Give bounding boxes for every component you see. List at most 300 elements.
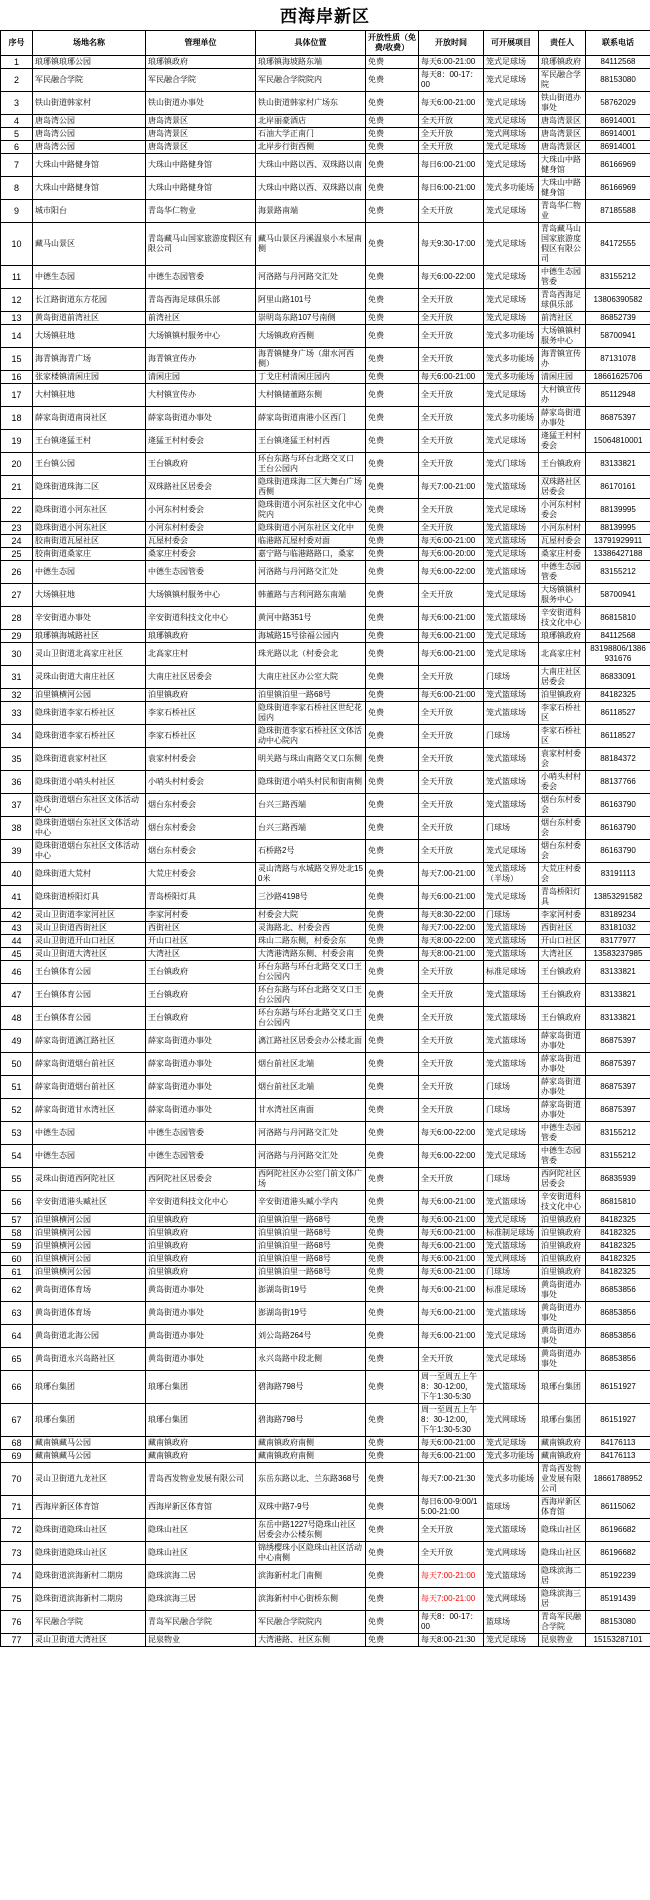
cell-venue-name: 藏马山景区 xyxy=(33,223,146,266)
cell-management-unit: 李家石桥社区 xyxy=(146,702,256,725)
cell-responsible-person: 唐岛湾景区 xyxy=(539,141,586,154)
cell-venue-name: 城市阳台 xyxy=(33,200,146,223)
cell-open-time: 全天开放 xyxy=(419,384,484,407)
cell-phone: 13386427188 xyxy=(586,548,650,561)
cell-location: 烟台前社区北端 xyxy=(256,1076,366,1099)
cell-responsible-person: 中德生态园管委 xyxy=(539,1145,586,1168)
cell-fee-type: 免费 xyxy=(366,177,419,200)
cell-phone: 85191439 xyxy=(586,1588,650,1611)
cell-management-unit: 王台镇政府 xyxy=(146,984,256,1007)
cell-open-time: 全天开放 xyxy=(419,522,484,535)
cell-venue-name: 隐珠街道李家石桥社区 xyxy=(33,725,146,748)
cell-location: 薛家岛街道南港小区西门 xyxy=(256,407,366,430)
cell-venue-name: 辛安街道港头臧社区 xyxy=(33,1191,146,1214)
cell-serial-number: 57 xyxy=(1,1214,33,1227)
cell-phone: 58700941 xyxy=(586,325,650,348)
cell-open-time: 每天6:00-21:00 xyxy=(419,643,484,666)
cell-location: 海景路南端 xyxy=(256,200,366,223)
cell-venue-name: 灵山卫街道李家河社区 xyxy=(33,909,146,922)
cell-management-unit: 桑家庄村委会 xyxy=(146,548,256,561)
table-row xyxy=(1,453,650,476)
cell-fee-type: 免费 xyxy=(366,863,419,886)
cell-management-unit: 青岛藏马山国家旅游度假区有限公司 xyxy=(146,223,256,266)
cell-management-unit: 铁山街道办事处 xyxy=(146,92,256,115)
cell-phone: 58700941 xyxy=(586,584,650,607)
cell-open-time: 每天6:00-20:00 xyxy=(419,548,484,561)
cell-phone: 88137766 xyxy=(586,771,650,794)
cell-location: 环台东路与环台北路交叉口 王台公园内 xyxy=(256,453,366,476)
cell-venue-name: 隐珠街道小哨头村社区 xyxy=(33,771,146,794)
cell-location: 珠光路以北（村委会北 xyxy=(256,643,366,666)
cell-sport-items: 笼式篮球场 xyxy=(484,1030,539,1053)
cell-phone: 18661788952 xyxy=(586,1463,650,1496)
cell-fee-type: 免费 xyxy=(366,909,419,922)
cell-location: 军民融合学院院内 xyxy=(256,1611,366,1634)
cell-open-time: 全天开放 xyxy=(419,499,484,522)
cell-fee-type: 免费 xyxy=(366,1437,419,1450)
table-row xyxy=(1,115,650,128)
cell-sport-items: 笼式多功能场 xyxy=(484,177,539,200)
cell-open-time: 每天6:00-21:00 xyxy=(419,92,484,115)
cell-responsible-person: 李家石桥社区 xyxy=(539,702,586,725)
cell-sport-items: 笼式足球场 xyxy=(484,266,539,289)
cell-venue-name: 西海岸新区体育馆 xyxy=(33,1496,146,1519)
table-row xyxy=(1,1519,650,1542)
cell-open-time: 全天开放 xyxy=(419,748,484,771)
cell-serial-number: 26 xyxy=(1,561,33,584)
cell-venue-name: 灵珠山街道大南庄社区 xyxy=(33,666,146,689)
cell-location: 双珠中路7-9号 xyxy=(256,1496,366,1519)
cell-phone: 86875397 xyxy=(586,1076,650,1099)
cell-management-unit: 大村镇宣传办 xyxy=(146,384,256,407)
cell-open-time: 全天开放 xyxy=(419,584,484,607)
cell-venue-name: 大珠山中路健身馆 xyxy=(33,177,146,200)
cell-venue-name: 隐珠街道烟台东社区文体活动中心 xyxy=(33,817,146,840)
cell-serial-number: 75 xyxy=(1,1588,33,1611)
cell-management-unit: 西阿陀社区居委会 xyxy=(146,1168,256,1191)
cell-responsible-person: 薛家岛街道办事处 xyxy=(539,1076,586,1099)
cell-fee-type: 免费 xyxy=(366,1404,419,1437)
cell-sport-items: 笼式篮球场 xyxy=(484,1240,539,1253)
cell-serial-number: 31 xyxy=(1,666,33,689)
cell-responsible-person: 黄岛街道办事处 xyxy=(539,1325,586,1348)
cell-location: 崇明岛东路107号南侧 xyxy=(256,312,366,325)
cell-responsible-person: 开山口社区 xyxy=(539,935,586,948)
cell-open-time: 每天6:00-21:00 xyxy=(419,1214,484,1227)
cell-responsible-person: 瓦屋村委会 xyxy=(539,535,586,548)
cell-serial-number: 49 xyxy=(1,1030,33,1053)
cell-fee-type: 免费 xyxy=(366,1266,419,1279)
cell-responsible-person: 青岛华仁物业 xyxy=(539,200,586,223)
cell-fee-type: 免费 xyxy=(366,702,419,725)
cell-fee-type: 免费 xyxy=(366,407,419,430)
cell-responsible-person: 昆泉物业 xyxy=(539,1634,586,1647)
table-row xyxy=(1,1496,650,1519)
table-row xyxy=(1,748,650,771)
cell-responsible-person: 清闲庄园 xyxy=(539,371,586,384)
cell-serial-number: 19 xyxy=(1,430,33,453)
table-row xyxy=(1,1565,650,1588)
cell-responsible-person: 桑家庄村委 xyxy=(539,548,586,561)
cell-serial-number: 35 xyxy=(1,748,33,771)
cell-sport-items: 门球场 xyxy=(484,1076,539,1099)
cell-sport-items: 笼式足球场 xyxy=(484,115,539,128)
cell-phone: 13853291582 xyxy=(586,886,650,909)
cell-open-time: 全天开放 xyxy=(419,1542,484,1565)
cell-responsible-person: 大村镇宣传办 xyxy=(539,384,586,407)
cell-phone: 86815810 xyxy=(586,607,650,630)
cell-venue-name: 灵山卫街道西街社区 xyxy=(33,922,146,935)
cell-sport-items: 笼式篮球场 xyxy=(484,748,539,771)
table-row xyxy=(1,1214,650,1227)
cell-venue-name: 唐岛湾公园 xyxy=(33,115,146,128)
table-row xyxy=(1,984,650,1007)
cell-fee-type: 免费 xyxy=(366,1227,419,1240)
cell-venue-name: 泊里镇横河公园 xyxy=(33,1214,146,1227)
cell-open-time: 每天7:00-21:00 xyxy=(419,863,484,886)
cell-fee-type: 免费 xyxy=(366,69,419,92)
cell-location: 琅琊镇海坡路东端 xyxy=(256,56,366,69)
cell-fee-type: 免费 xyxy=(366,384,419,407)
cell-fee-type: 免费 xyxy=(366,371,419,384)
cell-fee-type: 免费 xyxy=(366,1191,419,1214)
cell-serial-number: 16 xyxy=(1,371,33,384)
cell-serial-number: 3 xyxy=(1,92,33,115)
cell-responsible-person: 烟台东村委会 xyxy=(539,794,586,817)
cell-sport-items: 笼式网球场 xyxy=(484,1542,539,1565)
cell-location: 明关路与珠山南路交叉口东侧 xyxy=(256,748,366,771)
cell-location: 泊里镇泊里一路68号 xyxy=(256,1214,366,1227)
cell-management-unit: 琅琊台集团 xyxy=(146,1371,256,1404)
cell-location: 永兴岛路中段北侧 xyxy=(256,1348,366,1371)
table-row xyxy=(1,1122,650,1145)
cell-phone: 88184372 xyxy=(586,748,650,771)
cell-responsible-person: 西街社区 xyxy=(539,922,586,935)
cell-open-time: 每天6:00-22:00 xyxy=(419,561,484,584)
cell-management-unit: 大珠山中路健身馆 xyxy=(146,177,256,200)
cell-phone: 86166969 xyxy=(586,177,650,200)
cell-fee-type: 免费 xyxy=(366,499,419,522)
cell-venue-name: 唐岛湾公园 xyxy=(33,141,146,154)
cell-location: 泊里镇泊里一路68号 xyxy=(256,1227,366,1240)
table-row xyxy=(1,1053,650,1076)
table-row xyxy=(1,1325,650,1348)
cell-management-unit: 隐珠山社区 xyxy=(146,1519,256,1542)
cell-sport-items: 笼式足球场 xyxy=(484,1634,539,1647)
cell-location: 河洛路与丹河路交汇处 xyxy=(256,1145,366,1168)
cell-responsible-person: 青岛西海足球俱乐部 xyxy=(539,289,586,312)
cell-location: 大珠山中路以西、双珠路以南 xyxy=(256,154,366,177)
cell-responsible-person: 大珠山中路健身馆 xyxy=(539,177,586,200)
cell-location: 澎湖岛街19号 xyxy=(256,1302,366,1325)
cell-management-unit: 开山口社区 xyxy=(146,935,256,948)
cell-responsible-person: 薛家岛街道办事处 xyxy=(539,1030,586,1053)
table-row xyxy=(1,1145,650,1168)
cell-location: 河洛路与丹河路交汇处 xyxy=(256,266,366,289)
cell-venue-name: 薛家岛街道烟台前社区 xyxy=(33,1076,146,1099)
cell-fee-type: 免费 xyxy=(366,771,419,794)
cell-venue-name: 王台镇逄猛王村 xyxy=(33,430,146,453)
cell-responsible-person: 铁山街道办事处 xyxy=(539,92,586,115)
cell-phone: 86166969 xyxy=(586,154,650,177)
cell-management-unit: 王台镇政府 xyxy=(146,1007,256,1030)
cell-serial-number: 71 xyxy=(1,1496,33,1519)
cell-venue-name: 琅琊镇琅琊公园 xyxy=(33,56,146,69)
cell-sport-items: 笼式足球场 xyxy=(484,223,539,266)
cell-open-time: 全天开放 xyxy=(419,200,484,223)
cell-location: 藏南镇政府南侧 xyxy=(256,1437,366,1450)
table-row xyxy=(1,266,650,289)
cell-serial-number: 55 xyxy=(1,1168,33,1191)
cell-open-time: 每天6:00-21:00 xyxy=(419,630,484,643)
cell-fee-type: 免费 xyxy=(366,1325,419,1348)
cell-sport-items: 笼式网球场 xyxy=(484,1404,539,1437)
cell-sport-items: 笼式足球场 xyxy=(484,1437,539,1450)
cell-open-time: 每天6:00-21:00 xyxy=(419,1266,484,1279)
cell-open-time: 全天开放 xyxy=(419,1348,484,1371)
col-header-phone: 联系电话 xyxy=(586,31,650,56)
cell-fee-type: 免费 xyxy=(366,430,419,453)
table-row xyxy=(1,56,650,69)
cell-management-unit: 中德生态园管委 xyxy=(146,266,256,289)
cell-location: 藏南镇政府南侧 xyxy=(256,1450,366,1463)
cell-sport-items: 笼式足球场 xyxy=(484,154,539,177)
cell-serial-number: 32 xyxy=(1,689,33,702)
cell-phone: 83155212 xyxy=(586,1122,650,1145)
cell-sport-items: 笼式篮球场 xyxy=(484,535,539,548)
cell-phone: 86151927 xyxy=(586,1371,650,1404)
cell-sport-items: 篮球场 xyxy=(484,1611,539,1634)
cell-location: 海城路15号徐福公园内 xyxy=(256,630,366,643)
cell-responsible-person: 北高家庄村 xyxy=(539,643,586,666)
cell-open-time: 每天6:00-21:00 xyxy=(419,1279,484,1302)
cell-sport-items: 笼式网球场 xyxy=(484,1253,539,1266)
cell-sport-items: 门球场 xyxy=(484,666,539,689)
cell-management-unit: 辛安街道科技文化中心 xyxy=(146,1191,256,1214)
cell-responsible-person: 泊里镇政府 xyxy=(539,1266,586,1279)
cell-responsible-person: 中德生态园管委 xyxy=(539,561,586,584)
cell-venue-name: 军民融合学院 xyxy=(33,1611,146,1634)
cell-open-time: 每天8:00-22:00 xyxy=(419,935,484,948)
table-row xyxy=(1,922,650,935)
cell-phone: 87185588 xyxy=(586,200,650,223)
cell-responsible-person: 李家河村委 xyxy=(539,909,586,922)
cell-phone: 83133821 xyxy=(586,961,650,984)
table-row xyxy=(1,1279,650,1302)
cell-open-time: 每天6:00-21:00 xyxy=(419,1437,484,1450)
cell-responsible-person: 海青镇宣传办 xyxy=(539,348,586,371)
cell-location: 大珠山中路以西、双珠路以南 xyxy=(256,177,366,200)
cell-location: 泊里镇泊里一路68号 xyxy=(256,1240,366,1253)
cell-venue-name: 灵山卫街道九龙社区 xyxy=(33,1463,146,1496)
cell-phone: 86875397 xyxy=(586,407,650,430)
cell-venue-name: 军民融合学院 xyxy=(33,69,146,92)
cell-sport-items: 笼式多功能场 xyxy=(484,371,539,384)
cell-serial-number: 65 xyxy=(1,1348,33,1371)
cell-responsible-person: 琅琊台集团 xyxy=(539,1371,586,1404)
cell-location: 石油大学正南门 xyxy=(256,128,366,141)
cell-venue-name: 中德生态园 xyxy=(33,561,146,584)
cell-phone: 87131078 xyxy=(586,348,650,371)
cell-venue-name: 海青镇海青广场 xyxy=(33,348,146,371)
cell-fee-type: 免费 xyxy=(366,548,419,561)
table-row xyxy=(1,1302,650,1325)
cell-responsible-person: 藏南镇政府 xyxy=(539,1450,586,1463)
cell-venue-name: 长江路街道东方花园 xyxy=(33,289,146,312)
table-row xyxy=(1,948,650,961)
cell-sport-items: 门球场 xyxy=(484,1168,539,1191)
cell-fee-type: 免费 xyxy=(366,453,419,476)
cell-serial-number: 54 xyxy=(1,1145,33,1168)
cell-management-unit: 李家河村委 xyxy=(146,909,256,922)
cell-open-time: 每天6:00-21:00 xyxy=(419,689,484,702)
cell-open-time: 全天开放 xyxy=(419,725,484,748)
cell-location: 环台东路与环台北路交叉口王台公园内 xyxy=(256,1007,366,1030)
table-row xyxy=(1,1227,650,1240)
cell-fee-type: 免费 xyxy=(366,840,419,863)
cell-sport-items: 门球场 xyxy=(484,725,539,748)
cell-location: 军民融合学院院内 xyxy=(256,69,366,92)
cell-phone: 88153080 xyxy=(586,69,650,92)
cell-management-unit: 薛家岛街道办事处 xyxy=(146,1099,256,1122)
cell-open-time: 每天6:00-21:00 xyxy=(419,1227,484,1240)
cell-sport-items: 门球场 xyxy=(484,1266,539,1279)
cell-fee-type: 免费 xyxy=(366,607,419,630)
cell-serial-number: 37 xyxy=(1,794,33,817)
cell-serial-number: 53 xyxy=(1,1122,33,1145)
cell-location: 灵山湾路与水城路交界处北150米 xyxy=(256,863,366,886)
cell-responsible-person: 小哨头村村委会 xyxy=(539,771,586,794)
cell-serial-number: 15 xyxy=(1,348,33,371)
cell-venue-name: 灵山卫街道开山口社区 xyxy=(33,935,146,948)
cell-serial-number: 76 xyxy=(1,1611,33,1634)
cell-management-unit: 小河东村村委会 xyxy=(146,499,256,522)
cell-responsible-person: 大南庄社区居委会 xyxy=(539,666,586,689)
cell-phone: 86833091 xyxy=(586,666,650,689)
cell-sport-items: 笼式足球场 xyxy=(484,548,539,561)
cell-fee-type: 免费 xyxy=(366,1076,419,1099)
cell-serial-number: 22 xyxy=(1,499,33,522)
cell-open-time: 每天6:00-21:00 xyxy=(419,886,484,909)
cell-fee-type: 免费 xyxy=(366,1279,419,1302)
table-row xyxy=(1,1542,650,1565)
cell-management-unit: 泊里镇政府 xyxy=(146,1227,256,1240)
table-row xyxy=(1,643,650,666)
cell-open-time: 全天开放 xyxy=(419,794,484,817)
cell-serial-number: 11 xyxy=(1,266,33,289)
cell-fee-type: 免费 xyxy=(366,522,419,535)
cell-phone: 15064810001 xyxy=(586,430,650,453)
cell-serial-number: 2 xyxy=(1,69,33,92)
cell-serial-number: 8 xyxy=(1,177,33,200)
cell-responsible-person: 辛安街道科技文化中心 xyxy=(539,1191,586,1214)
cell-location: 锦绣樱珠小区隐珠山社区活动中心南侧 xyxy=(256,1542,366,1565)
cell-venue-name: 大村镇驻地 xyxy=(33,384,146,407)
cell-fee-type: 免费 xyxy=(366,115,419,128)
cell-fee-type: 免费 xyxy=(366,1053,419,1076)
cell-serial-number: 29 xyxy=(1,630,33,643)
cell-sport-items: 笼式篮球场 xyxy=(484,922,539,935)
cell-sport-items: 标准制足球场 xyxy=(484,1227,539,1240)
cell-venue-name: 灵山卫街道大湾社区 xyxy=(33,1634,146,1647)
cell-responsible-person: 军民融合学院 xyxy=(539,69,586,92)
cell-management-unit: 薛家岛街道办事处 xyxy=(146,1076,256,1099)
cell-sport-items: 笼式篮球场 xyxy=(484,948,539,961)
cell-serial-number: 74 xyxy=(1,1565,33,1588)
cell-open-time: 全天开放 xyxy=(419,1099,484,1122)
cell-serial-number: 38 xyxy=(1,817,33,840)
cell-management-unit: 薛家岛街道办事处 xyxy=(146,407,256,430)
cell-responsible-person: 烟台东村委会 xyxy=(539,817,586,840)
cell-phone: 86196682 xyxy=(586,1519,650,1542)
cell-fee-type: 免费 xyxy=(366,748,419,771)
cell-fee-type: 免费 xyxy=(366,128,419,141)
cell-management-unit: 唐岛湾景区 xyxy=(146,115,256,128)
cell-management-unit: 青岛华仁物业 xyxy=(146,200,256,223)
cell-responsible-person: 薛家岛街道办事处 xyxy=(539,1053,586,1076)
cell-sport-items: 笼式足球场 xyxy=(484,200,539,223)
cell-management-unit: 王台镇政府 xyxy=(146,961,256,984)
cell-venue-name: 隐珠街道小河东社区 xyxy=(33,522,146,535)
cell-responsible-person: 小河东村村委会 xyxy=(539,499,586,522)
cell-fee-type: 免费 xyxy=(366,1371,419,1404)
cell-phone: 84176113 xyxy=(586,1437,650,1450)
cell-venue-name: 中德生态园 xyxy=(33,1122,146,1145)
cell-serial-number: 58 xyxy=(1,1227,33,1240)
cell-location: 环台东路与环台北路交叉口王台公园内 xyxy=(256,984,366,1007)
cell-fee-type: 免费 xyxy=(366,1348,419,1371)
cell-fee-type: 免费 xyxy=(366,223,419,266)
table-row xyxy=(1,200,650,223)
cell-location: 环台东路与环台北路交叉口王台公园内 xyxy=(256,961,366,984)
cell-management-unit: 泊里镇政府 xyxy=(146,1266,256,1279)
cell-management-unit: 大湾社区 xyxy=(146,948,256,961)
cell-phone: 88153080 xyxy=(586,1611,650,1634)
cell-venue-name: 隐珠街道小河东社区 xyxy=(33,499,146,522)
cell-venue-name: 藏南镇藏马公园 xyxy=(33,1450,146,1463)
cell-management-unit: 藏南镇政府 xyxy=(146,1450,256,1463)
cell-phone: 88139995 xyxy=(586,499,650,522)
cell-location: 大场镇政府西侧 xyxy=(256,325,366,348)
cell-management-unit: 黄岛街道办事处 xyxy=(146,1302,256,1325)
cell-serial-number: 56 xyxy=(1,1191,33,1214)
cell-management-unit: 北高家庄村 xyxy=(146,643,256,666)
cell-location: 韩董路与吉利河路东南端 xyxy=(256,584,366,607)
cell-management-unit: 中德生态园管委 xyxy=(146,1122,256,1145)
cell-responsible-person: 王台镇政府 xyxy=(539,961,586,984)
cell-serial-number: 72 xyxy=(1,1519,33,1542)
cell-fee-type: 免费 xyxy=(366,289,419,312)
cell-serial-number: 17 xyxy=(1,384,33,407)
cell-fee-type: 免费 xyxy=(366,1302,419,1325)
cell-phone: 13806390582 xyxy=(586,289,650,312)
cell-location: 临港路瓦屋村委对面 xyxy=(256,535,366,548)
cell-fee-type: 免费 xyxy=(366,935,419,948)
cell-sport-items: 笼式篮球场 xyxy=(484,1565,539,1588)
cell-fee-type: 免费 xyxy=(366,948,419,961)
cell-fee-type: 免费 xyxy=(366,1519,419,1542)
cell-management-unit: 唐岛湾景区 xyxy=(146,128,256,141)
cell-fee-type: 免费 xyxy=(366,312,419,325)
cell-responsible-person: 琅琊镇政府 xyxy=(539,56,586,69)
cell-phone: 83155212 xyxy=(586,1145,650,1168)
cell-sport-items: 笼式篮球场（半场） xyxy=(484,863,539,886)
cell-management-unit: 隐珠山社区 xyxy=(146,1542,256,1565)
cell-fee-type: 免费 xyxy=(366,1253,419,1266)
cell-sport-items: 笼式足球场 xyxy=(484,92,539,115)
cell-responsible-person: 中德生态园管委 xyxy=(539,266,586,289)
cell-phone: 86914001 xyxy=(586,128,650,141)
